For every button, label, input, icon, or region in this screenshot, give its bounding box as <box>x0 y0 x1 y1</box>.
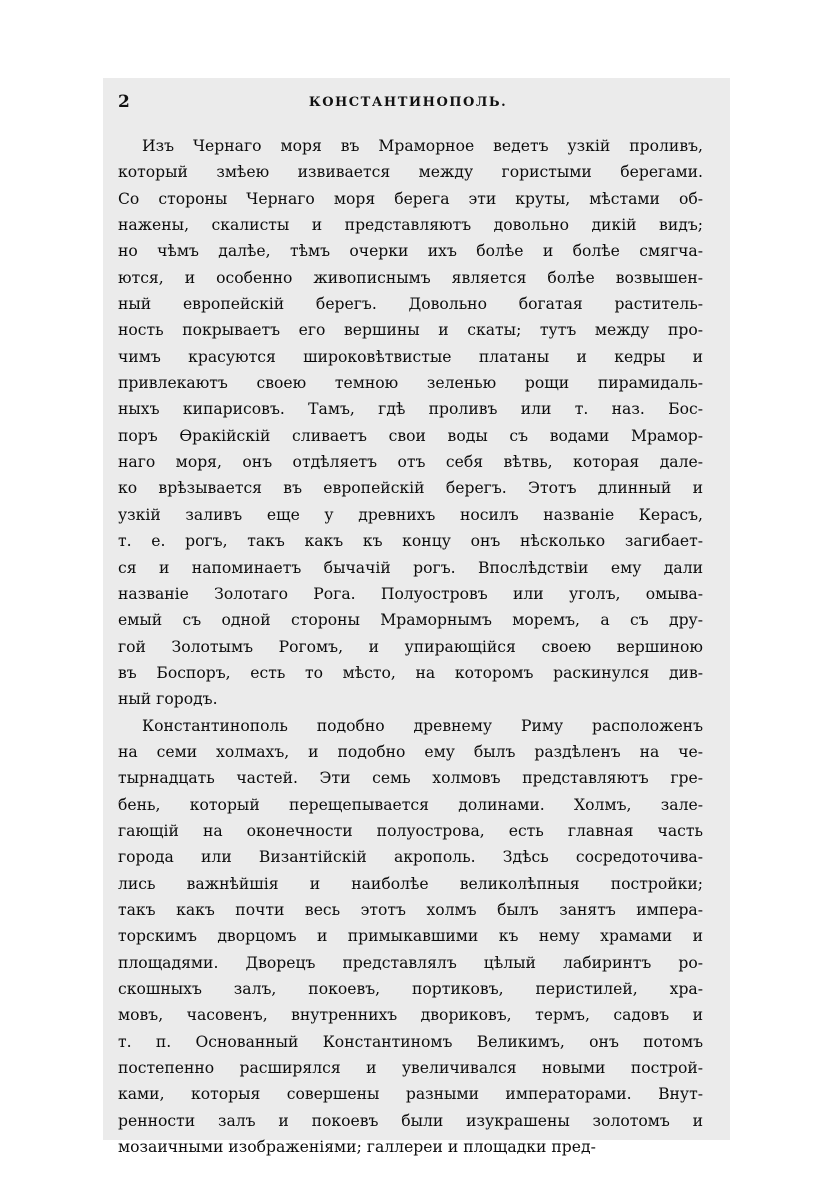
text-line: ность покрываетъ его вершины и скаты; тутъ между про- <box>118 321 703 340</box>
text-line: на семи холмахъ, и подобно ему былъ раздѣленъ на че- <box>118 742 703 761</box>
text-line: бень, который перещепывается долинами. Холмъ, зале- <box>118 795 703 814</box>
text-line: гающій на оконечности полуострова, есть главная часть <box>118 821 703 840</box>
text-line: но чѣмъ далѣе, тѣмъ очерки ихъ болѣе и болѣе смягча- <box>118 242 703 261</box>
text-line: чимъ красуются широковѣтвистые платаны и кедры и <box>118 347 703 366</box>
text-line: емый съ одной стороны Мраморнымъ моремъ, а съ дру- <box>118 611 703 630</box>
text-line: площадями. Дворецъ представлялъ цѣлый лабиринтъ ро- <box>118 953 703 972</box>
text-line: лись важнѣйшія и наиболѣе великолѣпныя постройки; <box>118 874 703 893</box>
text-line: скошныхъ залъ, покоевъ, портиковъ, перистилей, хра- <box>118 980 703 998</box>
text-line: Со стороны Чернаго моря берега эти круты, мѣстами об- <box>118 189 703 208</box>
text-line: ренности залъ и покоевъ были изукрашены золотомъ и <box>118 1111 703 1130</box>
text-line: въ Боспоръ, есть то мѣсто, на которомъ раскинулся див- <box>118 663 703 682</box>
page-number: 2 <box>118 92 130 112</box>
text-line: гой Золотымъ Рогомъ, и упирающійся своею вершиною <box>118 637 703 656</box>
paragraph <box>118 713 703 1161</box>
text-line: мозаичными изображеніями; галлереи и площадки пред- <box>118 1138 596 1157</box>
text-line: ются, и особенно живописнымъ является болѣе возвышен- <box>118 268 703 287</box>
text-line: Изъ Чернаго моря въ Мраморное ведетъ узкій проливъ, <box>142 137 703 155</box>
text-line: ныхъ кипарисовъ. Тамъ, гдѣ проливъ или т. наз. Бос- <box>118 400 703 419</box>
text-line: привлекаютъ своею темною зеленью рощи пирамидаль- <box>118 374 703 393</box>
text-line: ками, которыя совершены разными императорами. Внут- <box>118 1085 703 1104</box>
text-line: который змѣею извивается между гористыми берегами. <box>118 163 703 182</box>
text-line: города или Византійскій акрополь. Здѣсь сосредоточива- <box>118 848 703 867</box>
text-line: ко врѣзывается въ европейскій берегъ. Этотъ длинный и <box>118 479 703 498</box>
text-line: т. е. рогъ, такъ какъ къ концу онъ нѣсколько загибает- <box>118 532 703 551</box>
text-line: узкій заливъ еще у древнихъ носилъ названіе Керасъ, <box>118 505 703 524</box>
text-line: ный европейскій берегъ. Довольно богатая раститель- <box>118 295 703 314</box>
text-line: такъ какъ почти весь этотъ холмъ былъ занятъ импера- <box>118 900 703 919</box>
text-line: ся и напоминаетъ бычачій рогъ. Впослѣдствіи ему дали <box>118 558 703 577</box>
page-header <box>118 92 698 114</box>
text-line: Константинополь подобно древнему Риму расположенъ <box>142 716 703 735</box>
text-line: ный городъ. <box>118 690 218 709</box>
text-line: нажены, скалисты и представляютъ довольно дикій видъ; <box>118 216 703 235</box>
text-line: поръ Ѳракійскій сливаетъ свои воды съ водами Мрамор- <box>118 426 703 445</box>
paragraph <box>118 133 703 713</box>
text-line: т. п. Основанный Константиномъ Великимъ, онъ потомъ <box>118 1032 703 1051</box>
text-line: постепенно расширялся и увеличивался новыми построй- <box>118 1059 703 1078</box>
text-line: торскимъ дворцомъ и примыкавшими къ нему храмами и <box>118 927 703 946</box>
text-line: наго моря, онъ отдѣляетъ отъ себя вѣтвь, которая дале- <box>118 453 703 472</box>
running-title: КОНСТАНТИНОПОЛЬ. <box>308 95 508 110</box>
text-body <box>118 133 703 1160</box>
text-line: мовъ, часовенъ, внутреннихъ двориковъ, термъ, садовъ и <box>118 1006 703 1025</box>
text-line: тырнадцать частей. Эти семь холмовъ представляютъ гре- <box>118 769 703 788</box>
text-line: названіе Золотаго Рога. Полуостровъ или уголъ, омыва- <box>118 584 703 603</box>
